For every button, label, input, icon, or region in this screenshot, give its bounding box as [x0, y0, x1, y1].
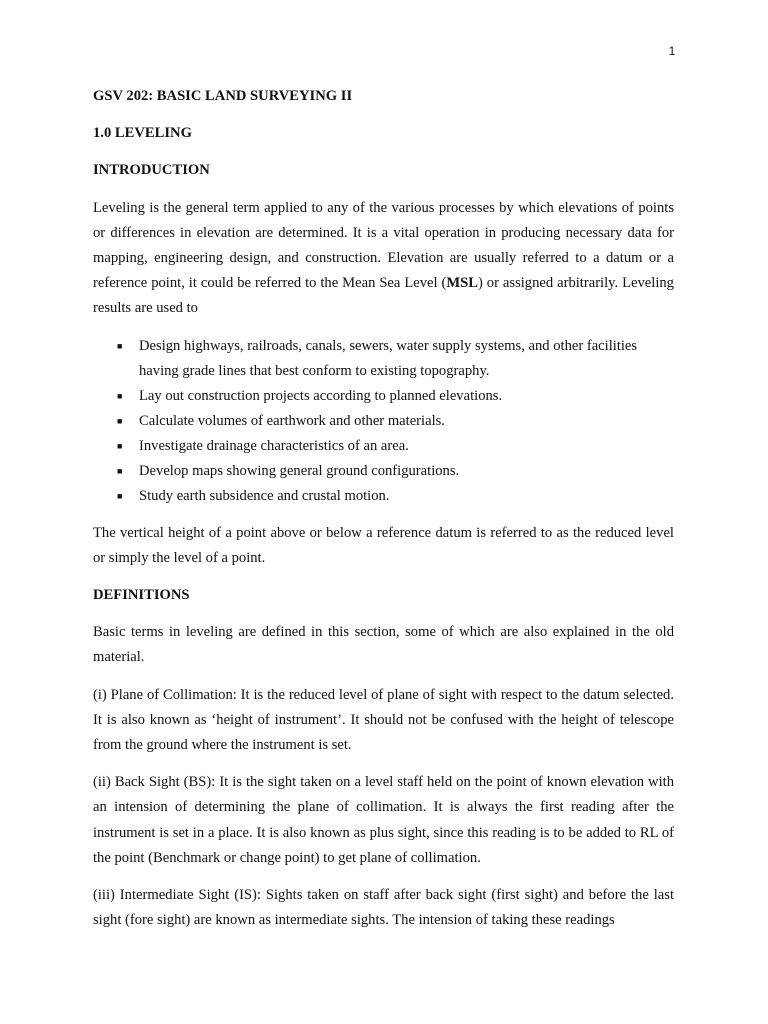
- list-item: [93, 409, 674, 434]
- section-title: 1.0 LEVELING: [93, 125, 192, 142]
- list-item: [93, 484, 674, 509]
- list-item-text: Design highways, railroads, canals, sewers, water supply systems, and other facilities having grade lines that best conform to existing topography.: [139, 337, 638, 379]
- intro-text-end: ) or assigned arbitrarily. Leveling results are used to: [93, 275, 674, 317]
- list-item: [93, 459, 674, 484]
- bullet-square-icon: ■: [117, 390, 123, 401]
- msl-abbreviation: MSL: [446, 275, 478, 292]
- definition-plane-of-collimation: (i) Plane of Collimation: It is the reduced level of plane of sight with respect to the datum selected. It is also known as ‘height of instrument’. It should not be confused with the height of telescope from the ground where the instrument is set.: [93, 686, 674, 754]
- list-item: [93, 434, 674, 459]
- list-item-text: Calculate volumes of earthwork and other materials.: [139, 412, 445, 429]
- page-number: 1: [668, 44, 676, 58]
- definitions-heading: DEFINITIONS: [93, 587, 190, 604]
- course-title: GSV 202: BASIC LAND SURVEYING II: [93, 88, 353, 104]
- bullet-square-icon: ■: [117, 490, 123, 501]
- bullet-square-icon: ■: [117, 465, 123, 476]
- bullet-square-icon: ■: [117, 415, 123, 426]
- reduced-level-paragraph: The vertical height of a point above or below a reference datum is referred to as the reduced level or simply the level of a point.: [93, 524, 674, 566]
- list-item-text: Develop maps showing general ground configurations.: [139, 462, 460, 479]
- bullet-square-icon: ■: [117, 340, 123, 351]
- list-item: [93, 334, 674, 384]
- list-item-text: Lay out construction projects according to planned elevations.: [139, 387, 503, 404]
- bullet-square-icon: ■: [117, 440, 123, 451]
- introduction-paragraph: [93, 196, 674, 322]
- list-item-text: Study earth subsidence and crustal motion.: [139, 487, 390, 504]
- intro-text-start: Leveling is the general term applied to any of the various processes by which elevations of points or differences in elevation are determined. It is a vital operation in producing necessary data for mapping, engineering design, and construction. Elevation are usually referred to a datum or a reference point, it could be referred to the Mean Sea Level (: [93, 199, 674, 292]
- introduction-heading: INTRODUCTION: [93, 162, 210, 179]
- list-item: [93, 384, 674, 409]
- definitions-intro-paragraph: Basic terms in leveling are defined in this section, some of which are also explained in the old material.: [93, 624, 674, 666]
- list-item-text: Investigate drainage characteristics of an area.: [139, 437, 409, 454]
- definition-back-sight: (ii) Back Sight (BS): It is the sight taken on a level staff held on the point of known elevation with an intension of determining the plane of collimation. It is always the first reading after the instrument is set in a place. It is also known as plus sight, since this reading is to be added to RL of the point (Benchmark or change point) to get plane of collimation.: [93, 774, 674, 866]
- definition-intermediate-sight: (iii) Intermediate Sight (IS): Sights taken on staff after back sight (first sight) and before the last sight (fore sight) are known as intermediate sights. The intension of taking these readings: [93, 887, 674, 929]
- document-body: [93, 84, 674, 945]
- leveling-uses-list: [93, 334, 674, 509]
